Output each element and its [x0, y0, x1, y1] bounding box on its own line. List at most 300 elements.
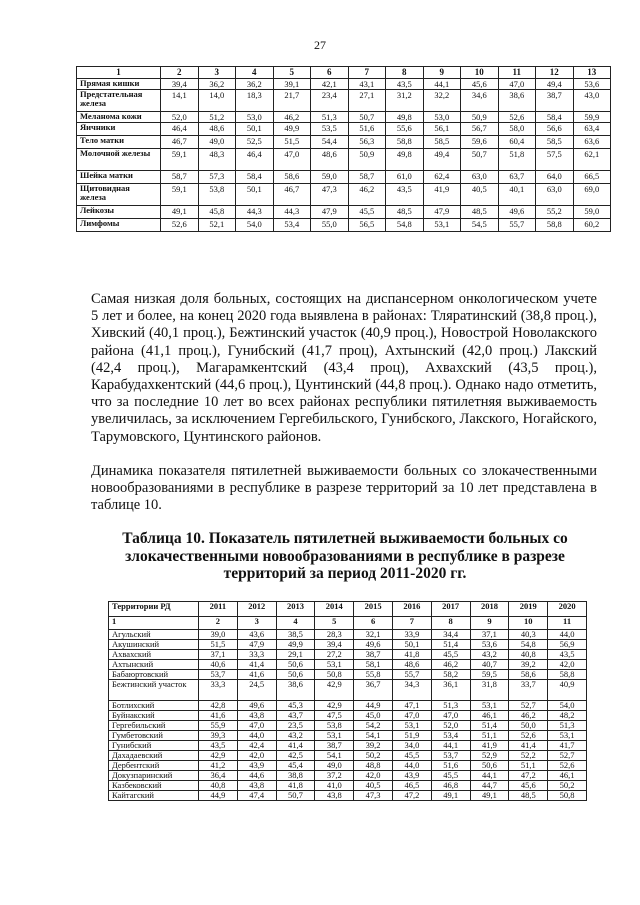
value-cell: 54,5: [461, 219, 499, 232]
value-cell: 42,9: [315, 701, 354, 711]
value-cell: 53,7: [199, 670, 238, 680]
value-cell: 52,2: [509, 751, 548, 761]
row-label: Щитовидная железа: [77, 184, 161, 206]
value-cell: 61,0: [386, 171, 424, 184]
value-cell: 54,0: [548, 701, 587, 711]
value-cell: 50,6: [276, 670, 315, 680]
value-cell: 53,0: [236, 112, 274, 123]
value-cell: 39,2: [354, 741, 393, 751]
column-number-cell: 6: [311, 67, 349, 79]
territory-name: Дербентский: [109, 761, 199, 771]
value-cell: 29,1: [276, 650, 315, 660]
value-cell: 41,8: [392, 650, 431, 660]
table-row: [109, 771, 587, 781]
value-cell: 49,1: [431, 791, 470, 801]
value-cell: 47,9: [423, 206, 461, 219]
value-cell: 51,8: [498, 149, 536, 171]
value-cell: 47,0: [431, 711, 470, 721]
value-cell: 53,0: [423, 112, 461, 123]
value-cell: 27,1: [348, 90, 386, 112]
value-cell: 59,5: [470, 670, 509, 680]
table-row: [109, 650, 587, 660]
value-cell: 50,7: [276, 791, 315, 801]
value-cell: 34,0: [392, 741, 431, 751]
value-cell: 56,6: [536, 123, 574, 136]
value-cell: 33,3: [199, 680, 238, 701]
value-cell: 63,6: [573, 136, 611, 149]
value-cell: 41,6: [199, 711, 238, 721]
column-number-cell: 11: [498, 67, 536, 79]
value-cell: 23,5: [276, 721, 315, 731]
value-cell: 44,0: [548, 630, 587, 640]
value-cell: 49,4: [423, 149, 461, 171]
value-cell: 42,9: [315, 680, 354, 701]
table-row: [109, 711, 587, 721]
table-row: [109, 670, 587, 680]
value-cell: 58,5: [423, 136, 461, 149]
value-cell: 39,2: [509, 660, 548, 670]
value-cell: 36,2: [198, 79, 236, 90]
value-cell: 63,0: [536, 184, 574, 206]
value-cell: 43,8: [315, 791, 354, 801]
territory-name: Гумбетовский: [109, 731, 199, 741]
value-cell: 55,2: [536, 206, 574, 219]
value-cell: 45,8: [198, 206, 236, 219]
value-cell: 50,6: [470, 761, 509, 771]
value-cell: 53,1: [315, 731, 354, 741]
value-cell: 58,1: [354, 660, 393, 670]
value-cell: 43,5: [386, 184, 424, 206]
value-cell: 46,7: [273, 184, 311, 206]
value-cell: 49,6: [354, 640, 393, 650]
value-cell: 53,1: [423, 219, 461, 232]
value-cell: 58,8: [536, 219, 574, 232]
survival-by-territory-table: [108, 601, 587, 801]
value-cell: 55,9: [199, 721, 238, 731]
value-cell: 31,2: [386, 90, 424, 112]
value-cell: 39,1: [273, 79, 311, 90]
value-cell: 44,3: [236, 206, 274, 219]
value-cell: 46,2: [509, 711, 548, 721]
value-cell: 38,8: [276, 771, 315, 781]
value-cell: 37,1: [199, 650, 238, 660]
column-number-cell: 5: [273, 67, 311, 79]
column-number-cell: 1: [109, 617, 199, 630]
value-cell: 45,6: [461, 79, 499, 90]
value-cell: 43,9: [392, 771, 431, 781]
value-cell: 45,5: [348, 206, 386, 219]
paragraph-lowest-share: Самая низкая доля больных, состоящих на диспансерном онкологическом учете 5 лет и более, на конец 2020 года выявлена в районах: Тляратинский (38,8 проц.), Хивский (40,1 проц.), Бежтинский участок (40,9 проц.), Новострой Новолакского района (41,1 проц.), Гунибский (41,7 проц), Ахтынский (42,0 проц.) Лакский (42,4 проц.), Магарамкентский (43,4 проц), Ахвахский (43,5 проц.), Карабудахкентский (44,6 проц.), Цунтинский (44,8 проц.). Однако надо отметить, что за последние 10 лет во всех районах республики пятилетняя выживаемость увеличилась, за исключением Гергебильского, Гунибского, Лакского, Ногайского, Тарумовского, Цунтинского районов.: [91, 291, 597, 445]
value-cell: 40,5: [461, 184, 499, 206]
value-cell: 58,5: [536, 136, 574, 149]
value-cell: 41,7: [548, 741, 587, 751]
territory-name: Ботлихский: [109, 701, 199, 711]
column-number-cell: 4: [236, 67, 274, 79]
territory-name: Докузпаринский: [109, 771, 199, 781]
value-cell: 43,6: [237, 630, 276, 640]
value-cell: 59,1: [161, 149, 199, 171]
value-cell: 58,0: [498, 123, 536, 136]
year-header: 2015: [354, 602, 393, 617]
value-cell: 42,8: [199, 701, 238, 711]
year-header: 2014: [315, 602, 354, 617]
value-cell: 49,4: [536, 79, 574, 90]
value-cell: 33,9: [392, 630, 431, 640]
value-cell: 63,0: [461, 171, 499, 184]
value-cell: 51,1: [509, 761, 548, 771]
value-cell: 58,8: [386, 136, 424, 149]
value-cell: 53,6: [573, 79, 611, 90]
value-cell: 53,1: [548, 731, 587, 741]
value-cell: 59,0: [573, 206, 611, 219]
value-cell: 64,0: [536, 171, 574, 184]
value-cell: 37,1: [470, 630, 509, 640]
value-cell: 56,9: [548, 640, 587, 650]
value-cell: 54,4: [311, 136, 349, 149]
value-cell: 43,8: [237, 711, 276, 721]
value-cell: 47,2: [392, 791, 431, 801]
value-cell: 62,4: [423, 171, 461, 184]
table-row: [77, 219, 611, 232]
value-cell: 34,3: [392, 680, 431, 701]
value-cell: 55,7: [498, 219, 536, 232]
table-row: [77, 171, 611, 184]
value-cell: 42,5: [276, 751, 315, 761]
value-cell: 46,2: [273, 112, 311, 123]
value-cell: 58,2: [431, 670, 470, 680]
value-cell: 59,9: [573, 112, 611, 123]
year-header: 2020: [548, 602, 587, 617]
value-cell: 50,2: [354, 751, 393, 761]
value-cell: 41,4: [237, 660, 276, 670]
value-cell: 48,3: [198, 149, 236, 171]
value-cell: 58,7: [348, 171, 386, 184]
value-cell: 47,9: [311, 206, 349, 219]
value-cell: 46,2: [431, 660, 470, 670]
table10-title: Таблица 10. Показатель пятилетней выживаемости больных со злокачественными новообразованиями в республике в разрезе территорий за период 2011-2020 гг.: [122, 530, 568, 582]
value-cell: 66,5: [573, 171, 611, 184]
value-cell: 52,6: [161, 219, 199, 232]
page-number: 27: [314, 38, 326, 52]
value-cell: 59,0: [311, 171, 349, 184]
value-cell: 53,1: [470, 701, 509, 711]
value-cell: 42,4: [237, 741, 276, 751]
value-cell: 48,5: [386, 206, 424, 219]
value-cell: 57,3: [198, 171, 236, 184]
table-header-row: [77, 67, 611, 79]
value-cell: 54,2: [354, 721, 393, 731]
value-cell: 52,6: [498, 112, 536, 123]
value-cell: 53,6: [470, 640, 509, 650]
table-row: [109, 791, 587, 801]
value-cell: 52,5: [236, 136, 274, 149]
value-cell: 48,6: [198, 123, 236, 136]
value-cell: 63,7: [498, 171, 536, 184]
value-cell: 41,9: [470, 741, 509, 751]
value-cell: 52,0: [431, 721, 470, 731]
value-cell: 14,0: [198, 90, 236, 112]
value-cell: 56,5: [348, 219, 386, 232]
value-cell: 50,0: [509, 721, 548, 731]
value-cell: 36,7: [354, 680, 393, 701]
value-cell: 54,8: [509, 640, 548, 650]
row-label: Меланома кожи: [77, 112, 161, 123]
value-cell: 43,1: [348, 79, 386, 90]
value-cell: 44,9: [354, 701, 393, 711]
value-cell: 43,0: [573, 90, 611, 112]
value-cell: 33,7: [509, 680, 548, 701]
value-cell: 55,7: [392, 670, 431, 680]
value-cell: 52,6: [548, 761, 587, 771]
value-cell: 36,2: [236, 79, 274, 90]
value-cell: 40,5: [354, 781, 393, 791]
territory-name: Бежтинский участок: [109, 680, 199, 701]
value-cell: 41,4: [276, 741, 315, 751]
value-cell: 50,2: [548, 781, 587, 791]
value-cell: 51,2: [198, 112, 236, 123]
value-cell: 42,9: [199, 751, 238, 761]
row-label: Шейка матки: [77, 171, 161, 184]
column-number-cell: 12: [536, 67, 574, 79]
year-header: 2011: [199, 602, 238, 617]
table-row: [109, 741, 587, 751]
value-cell: 46,2: [348, 184, 386, 206]
value-cell: 48,6: [392, 660, 431, 670]
value-cell: 43,2: [470, 650, 509, 660]
value-cell: 48,5: [509, 791, 548, 801]
value-cell: 40,8: [509, 650, 548, 660]
value-cell: 21,7: [273, 90, 311, 112]
value-cell: 51,3: [431, 701, 470, 711]
value-cell: 53,7: [431, 751, 470, 761]
value-cell: 46,1: [470, 711, 509, 721]
column-number-cell: 8: [386, 67, 424, 79]
value-cell: 42,0: [548, 660, 587, 670]
year-header: 2013: [276, 602, 315, 617]
column-number-cell: 2: [199, 617, 238, 630]
value-cell: 58,4: [536, 112, 574, 123]
value-cell: 24,5: [237, 680, 276, 701]
table-row: [77, 184, 611, 206]
value-cell: 46,7: [161, 136, 199, 149]
table-row: [77, 90, 611, 112]
table-row: [109, 751, 587, 761]
value-cell: 40,7: [470, 660, 509, 670]
value-cell: 31,8: [470, 680, 509, 701]
table-header-row: [109, 602, 587, 617]
value-cell: 52,9: [470, 751, 509, 761]
year-header: 2016: [392, 602, 431, 617]
value-cell: 41,9: [423, 184, 461, 206]
column-number-cell: 3: [237, 617, 276, 630]
value-cell: 60,4: [498, 136, 536, 149]
value-cell: 51,3: [548, 721, 587, 731]
value-cell: 51,6: [348, 123, 386, 136]
value-cell: 51,5: [273, 136, 311, 149]
territory-name: Дахадаевский: [109, 751, 199, 761]
year-header: 2019: [509, 602, 548, 617]
value-cell: 54,1: [354, 731, 393, 741]
table-row: [109, 721, 587, 731]
value-cell: 32,1: [354, 630, 393, 640]
row-label: Тело матки: [77, 136, 161, 149]
table-number-row: [109, 617, 587, 630]
value-cell: 58,6: [273, 171, 311, 184]
column-number-cell: 10: [509, 617, 548, 630]
value-cell: 45,5: [392, 751, 431, 761]
value-cell: 54,0: [236, 219, 274, 232]
territory-name: Акушинский: [109, 640, 199, 650]
value-cell: 45,4: [276, 761, 315, 771]
survival-by-site-table: [76, 66, 611, 232]
value-cell: 33,3: [237, 650, 276, 660]
value-cell: 56,1: [423, 123, 461, 136]
value-cell: 53,1: [392, 721, 431, 731]
value-cell: 49,1: [470, 791, 509, 801]
value-cell: 45,0: [354, 711, 393, 721]
value-cell: 49,9: [276, 640, 315, 650]
territory-name: Буйнакский: [109, 711, 199, 721]
value-cell: 18,3: [236, 90, 274, 112]
row-label: Лимфомы: [77, 219, 161, 232]
value-cell: 38,7: [315, 741, 354, 751]
value-cell: 52,0: [161, 112, 199, 123]
value-cell: 47,3: [354, 791, 393, 801]
value-cell: 52,6: [509, 731, 548, 741]
value-cell: 39,0: [199, 630, 238, 640]
value-cell: 40,1: [498, 184, 536, 206]
column-number-cell: 3: [198, 67, 236, 79]
value-cell: 36,1: [431, 680, 470, 701]
table-row: [109, 731, 587, 741]
value-cell: 53,1: [315, 660, 354, 670]
row-label: Молочной железы: [77, 149, 161, 171]
value-cell: 39,4: [315, 640, 354, 650]
value-cell: 57,5: [536, 149, 574, 171]
value-cell: 43,2: [276, 731, 315, 741]
value-cell: 45,3: [276, 701, 315, 711]
value-cell: 41,0: [315, 781, 354, 791]
value-cell: 38,5: [276, 630, 315, 640]
value-cell: 56,3: [348, 136, 386, 149]
territory-name: Агульский: [109, 630, 199, 640]
value-cell: 44,1: [470, 771, 509, 781]
value-cell: 44,6: [237, 771, 276, 781]
value-cell: 47,3: [311, 184, 349, 206]
value-cell: 50,1: [236, 184, 274, 206]
value-cell: 51,4: [470, 721, 509, 731]
value-cell: 43,9: [237, 761, 276, 771]
value-cell: 50,1: [392, 640, 431, 650]
value-cell: 46,8: [431, 781, 470, 791]
value-cell: 51,9: [392, 731, 431, 741]
value-cell: 60,2: [573, 219, 611, 232]
territory-name: Бабаюртовский: [109, 670, 199, 680]
value-cell: 51,6: [431, 761, 470, 771]
value-cell: 53,5: [311, 123, 349, 136]
column-number-cell: 4: [276, 617, 315, 630]
table-row: [77, 123, 611, 136]
value-cell: 42,1: [311, 79, 349, 90]
value-cell: 50,9: [348, 149, 386, 171]
value-cell: 32,2: [423, 90, 461, 112]
value-cell: 41,4: [509, 741, 548, 751]
value-cell: 48,5: [461, 206, 499, 219]
value-cell: 43,5: [199, 741, 238, 751]
column-number-cell: 9: [470, 617, 509, 630]
value-cell: 53,8: [198, 184, 236, 206]
value-cell: 36,4: [199, 771, 238, 781]
value-cell: 38,6: [276, 680, 315, 701]
value-cell: 47,0: [392, 711, 431, 721]
value-cell: 39,3: [199, 731, 238, 741]
value-cell: 49,6: [498, 206, 536, 219]
year-header: 2012: [237, 602, 276, 617]
value-cell: 43,8: [237, 781, 276, 791]
table-row: [77, 206, 611, 219]
value-cell: 52,1: [198, 219, 236, 232]
value-cell: 44,0: [237, 731, 276, 741]
value-cell: 46,1: [548, 771, 587, 781]
value-cell: 49,9: [273, 123, 311, 136]
table-row: [77, 149, 611, 171]
table-row: [109, 781, 587, 791]
value-cell: 58,8: [548, 670, 587, 680]
territory-name: Ахвахский: [109, 650, 199, 660]
value-cell: 34,4: [431, 630, 470, 640]
value-cell: 53,8: [315, 721, 354, 731]
column-number-cell: 7: [392, 617, 431, 630]
table-row: [77, 136, 611, 149]
value-cell: 38,6: [498, 90, 536, 112]
value-cell: 47,4: [237, 791, 276, 801]
row-label: Предстательная железа: [77, 90, 161, 112]
paragraph-dynamics: Динамика показателя пятилетней выживаемости больных со злокачественными новообразованиями в республике в разрезе территорий за 10 лет представлена в таблице 10.: [91, 463, 597, 514]
column-number-cell: 1: [77, 67, 161, 79]
value-cell: 43,7: [276, 711, 315, 721]
value-cell: 37,2: [315, 771, 354, 781]
value-cell: 69,0: [573, 184, 611, 206]
value-cell: 62,1: [573, 149, 611, 171]
value-cell: 49,0: [198, 136, 236, 149]
table-row: [109, 761, 587, 771]
value-cell: 38,7: [536, 90, 574, 112]
value-cell: 43,5: [548, 650, 587, 660]
value-cell: 48,8: [354, 761, 393, 771]
value-cell: 59,1: [161, 184, 199, 206]
column-number-cell: 10: [461, 67, 499, 79]
value-cell: 44,7: [470, 781, 509, 791]
value-cell: 43,5: [386, 79, 424, 90]
value-cell: 44,1: [423, 79, 461, 90]
territory-header: Территории РД: [109, 602, 199, 617]
column-number-cell: 2: [161, 67, 199, 79]
table-row: [109, 630, 587, 640]
value-cell: 63,4: [573, 123, 611, 136]
territory-name: Казбековский: [109, 781, 199, 791]
table-row: [109, 640, 587, 650]
value-cell: 44,1: [431, 741, 470, 751]
value-cell: 53,4: [431, 731, 470, 741]
value-cell: 40,8: [199, 781, 238, 791]
value-cell: 47,0: [273, 149, 311, 171]
column-number-cell: 9: [423, 67, 461, 79]
value-cell: 41,6: [237, 670, 276, 680]
territory-name: Ахтынский: [109, 660, 199, 670]
value-cell: 54,1: [315, 751, 354, 761]
territory-name: Кайтагский: [109, 791, 199, 801]
value-cell: 45,6: [509, 781, 548, 791]
